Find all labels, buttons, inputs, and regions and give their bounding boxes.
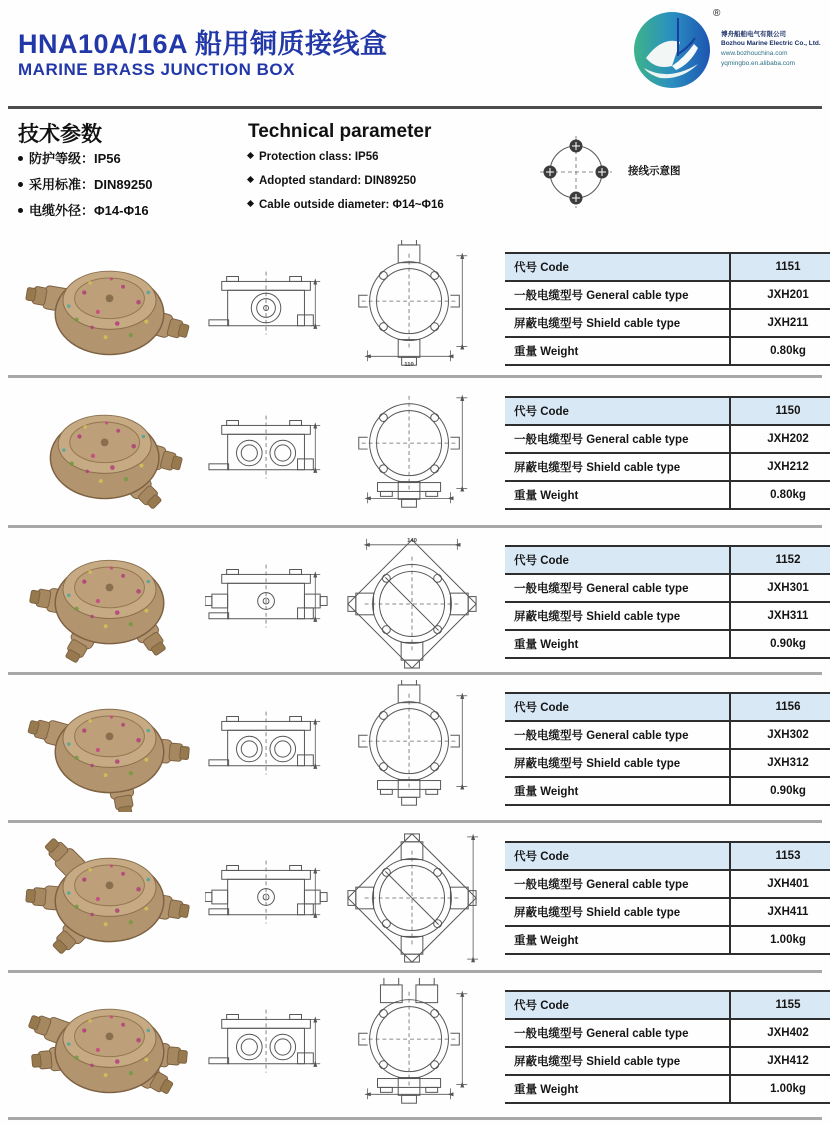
company-name-zh: 博舟船舶电气有限公司 [721,31,786,38]
company-name-en: Bozhou Marine Electric Co., Ltd. [721,40,821,47]
tech-bullet-text: Protection class: IP56 [259,151,379,163]
spec-row-shield [505,602,830,630]
dimension-label: 140 [407,537,417,544]
spec-label-shield: 屏蔽电缆型号 Shield cable type [505,602,730,630]
product-rows [0,240,830,1120]
spec-value-weight: 0.90kg [730,777,830,805]
spec-value-general: JXH401 [730,870,830,898]
spec-label-code: 代号 Code [505,397,730,425]
bullet-icon [247,152,254,159]
spec-label-general: 一般电缆型号 General cable type [505,425,730,453]
product-photo [22,246,197,372]
product-photo [22,984,197,1110]
spec-label-weight: 重量 Weight [505,926,730,954]
spec-label-weight: 重量 Weight [505,777,730,805]
dimension-label: 110 [404,362,414,369]
spec-value-code: 1150 [730,397,830,425]
side-view-drawing [205,259,333,359]
top-view-drawing [336,829,488,967]
side-view-drawing [205,848,333,948]
spec-label-code: 代号 Code [505,253,730,281]
spec-label-general: 一般电缆型号 General cable type [505,1019,730,1047]
spec-label-weight: 重量 Weight [505,630,730,658]
spec-value-weight: 1.00kg [730,926,830,954]
tech-bullet-zh [18,148,121,167]
spec-row-weight [505,630,830,658]
spec-row-weight [505,777,830,805]
spec-value-code: 1155 [730,991,830,1019]
tech-bullet-en [248,175,416,187]
spec-row-shield [505,453,830,481]
side-view-drawing [205,997,333,1097]
spec-value-weight: 1.00kg [730,1075,830,1103]
bullet-icon [18,208,23,213]
tech-bullet-text: Cable outside diameter: Φ14~Φ16 [259,199,444,211]
bullet-icon [247,176,254,183]
bullet-icon [247,200,254,207]
spec-label-shield: 屏蔽电缆型号 Shield cable type [505,898,730,926]
tech-bullet-text: 电缆外径：Φ14-Φ16 [29,203,149,218]
company-website-alibaba: yqmingbo.en.alibaba.com [721,60,796,67]
product-row [0,528,830,675]
product-row [0,973,830,1120]
tech-bullet-text: 防护等级：IP56 [29,151,121,166]
spec-row-general [505,870,830,898]
spec-value-shield: JXH211 [730,309,830,337]
spec-label-code: 代号 Code [505,693,730,721]
top-view-drawing [336,680,488,818]
spec-value-general: JXH302 [730,721,830,749]
spec-row-code [505,991,830,1019]
product-photo [22,539,197,665]
page-title: HNA10A/16A 船用铜质接线盒 [18,29,388,59]
bullet-icon [18,182,23,187]
spec-value-shield: JXH312 [730,749,830,777]
spec-value-general: JXH301 [730,574,830,602]
top-view-drawing [336,384,488,522]
spec-table [505,396,830,510]
spec-value-weight: 0.80kg [730,481,830,509]
tech-bullet-en [248,199,444,211]
spec-row-weight [505,337,830,365]
spec-row-code [505,397,830,425]
spec-label-general: 一般电缆型号 General cable type [505,574,730,602]
spec-table [505,545,830,659]
tech-bullet-en [248,151,379,163]
product-photo [22,835,197,961]
company-website: www.bozhouchina.com [721,50,788,57]
tech-heading-en: Technical parameter [248,121,432,142]
tech-bullet-text: Adopted standard: DIN89250 [259,175,417,187]
top-view-drawing [336,978,488,1116]
company-logo-icon [632,8,714,92]
tech-bullet-text: 采用标准：DIN89250 [29,177,153,192]
product-photo [22,686,197,812]
spec-row-shield [505,1047,830,1075]
spec-value-code: 1151 [730,253,830,281]
page-subtitle: MARINE BRASS JUNCTION BOX [18,60,295,79]
spec-row-general [505,721,830,749]
spec-table [505,990,830,1104]
spec-label-shield: 屏蔽电缆型号 Shield cable type [505,749,730,777]
product-row [0,240,830,378]
spec-row-shield [505,309,830,337]
spec-label-shield: 屏蔽电缆型号 Shield cable type [505,309,730,337]
spec-row-general [505,1019,830,1047]
spec-label-code: 代号 Code [505,991,730,1019]
spec-value-code: 1156 [730,693,830,721]
row-divider [8,1117,822,1120]
product-photo [22,390,197,516]
spec-row-general [505,574,830,602]
wiring-diagram-label: 接线示意图 [628,165,681,177]
spec-value-weight: 0.80kg [730,337,830,365]
spec-value-shield: JXH412 [730,1047,830,1075]
spec-row-code [505,693,830,721]
spec-label-shield: 屏蔽电缆型号 Shield cable type [505,1047,730,1075]
bullet-icon [18,156,23,161]
product-row [0,823,830,973]
spec-value-general: JXH201 [730,281,830,309]
spec-value-code: 1153 [730,842,830,870]
spec-label-weight: 重量 Weight [505,337,730,365]
spec-value-shield: JXH212 [730,453,830,481]
spec-row-weight [505,481,830,509]
spec-value-general: JXH402 [730,1019,830,1047]
top-view-drawing [336,240,488,378]
tech-bullet-zh [18,200,149,219]
tech-heading-zh: 技术参数 [18,123,102,146]
header-divider [8,106,822,109]
product-row [0,675,830,823]
spec-row-general [505,281,830,309]
spec-label-code: 代号 Code [505,842,730,870]
spec-row-weight [505,926,830,954]
spec-value-code: 1152 [730,546,830,574]
spec-label-general: 一般电缆型号 General cable type [505,281,730,309]
registered-mark: ® [713,8,721,19]
spec-label-general: 一般电缆型号 General cable type [505,721,730,749]
spec-table [505,252,830,366]
side-view-drawing [205,552,333,652]
spec-row-code [505,253,830,281]
spec-label-shield: 屏蔽电缆型号 Shield cable type [505,453,730,481]
company-info [721,30,827,68]
spec-label-weight: 重量 Weight [505,481,730,509]
spec-row-shield [505,749,830,777]
product-row [0,378,830,528]
spec-value-shield: JXH411 [730,898,830,926]
wiring-diagram-icon [530,126,622,218]
spec-row-general [505,425,830,453]
spec-row-weight [505,1075,830,1103]
spec-value-weight: 0.90kg [730,630,830,658]
spec-value-general: JXH202 [730,425,830,453]
spec-row-code [505,546,830,574]
spec-label-general: 一般电缆型号 General cable type [505,870,730,898]
spec-table [505,841,830,955]
top-view-drawing [336,533,488,671]
tech-bullet-zh [18,174,153,193]
spec-label-code: 代号 Code [505,546,730,574]
spec-value-shield: JXH311 [730,602,830,630]
spec-label-weight: 重量 Weight [505,1075,730,1103]
spec-row-shield [505,898,830,926]
spec-row-code [505,842,830,870]
side-view-drawing [205,403,333,503]
side-view-drawing [205,699,333,799]
spec-table [505,692,830,806]
